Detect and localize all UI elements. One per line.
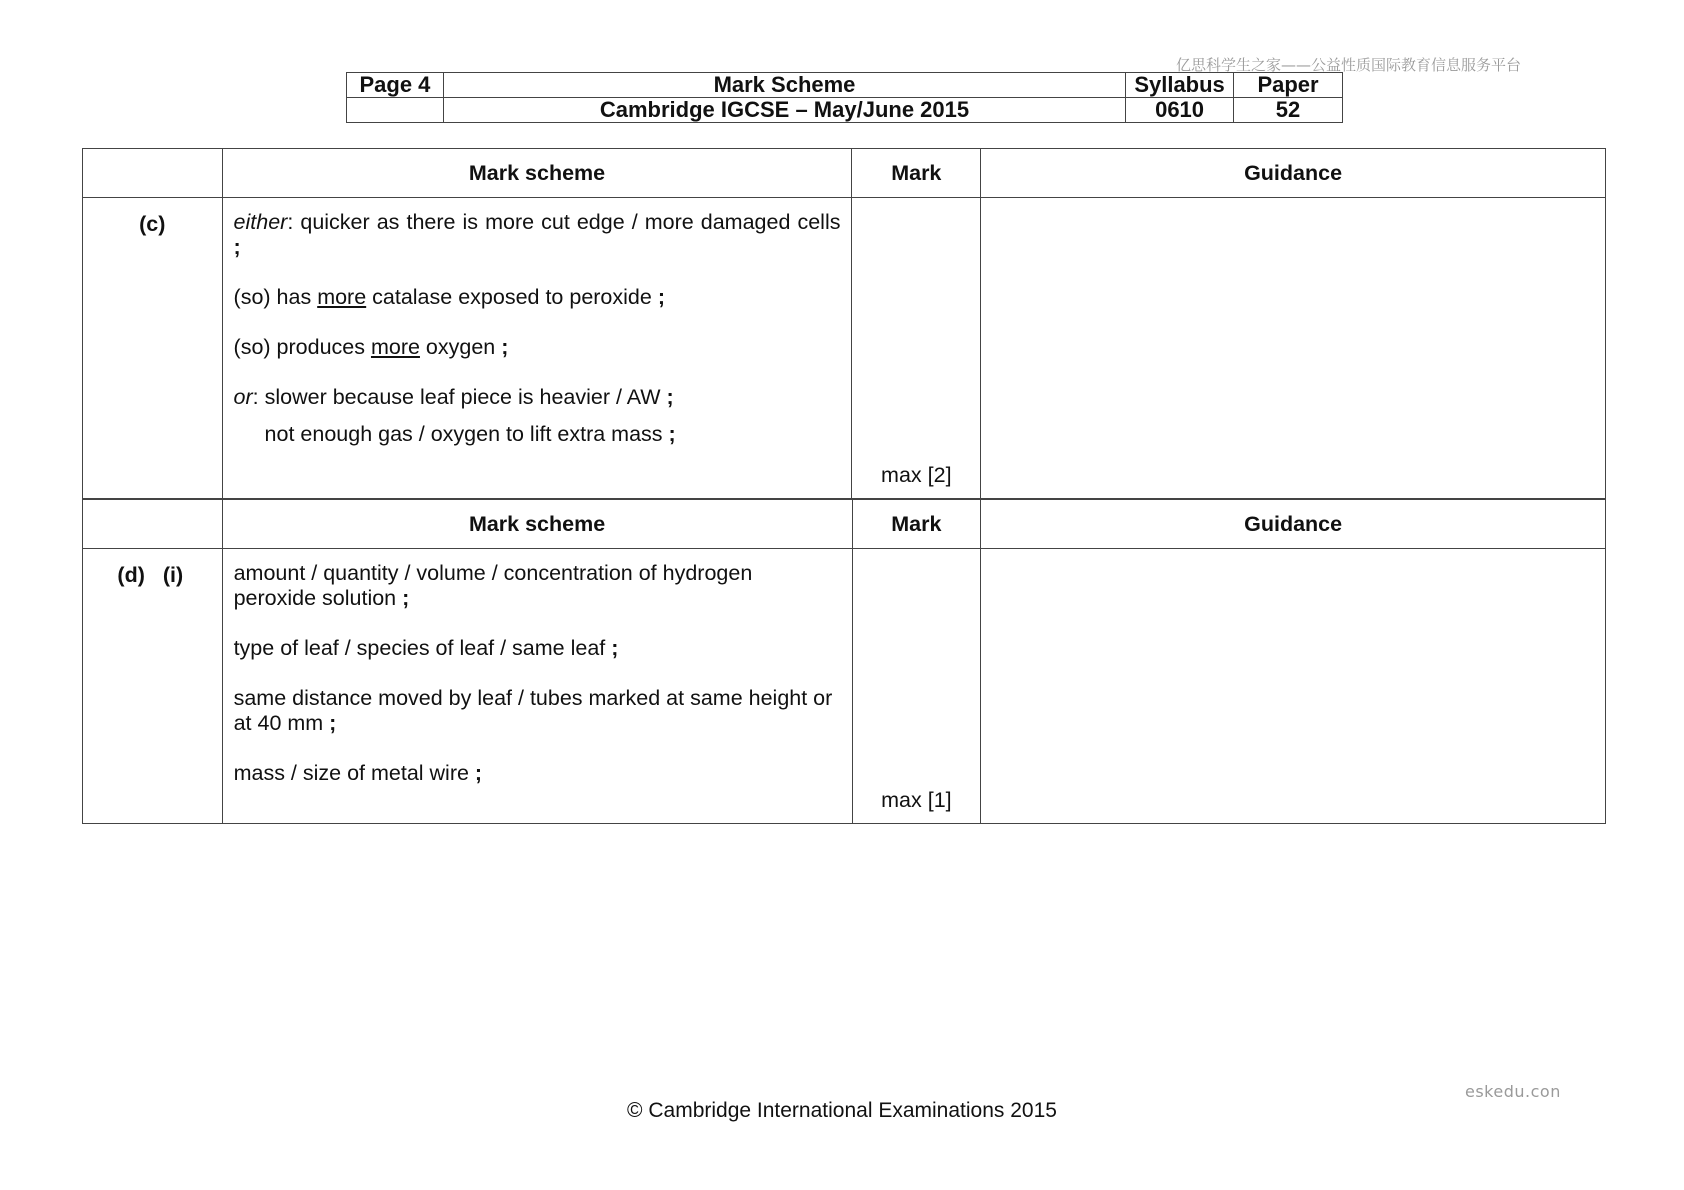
header-title: Mark Scheme [443,73,1125,98]
guidance-cell [981,198,1606,499]
mark-scheme-table-c [82,148,1606,499]
scheme-answers [222,198,852,499]
mark-value: max [1] [852,549,981,824]
answer-point: not enough gas / oxygen to lift extra mass ; [264,422,676,446]
mark-column-header: Mark [852,500,981,549]
guidance-column-header: Guidance [981,149,1606,198]
syllabus-code: 0610 [1126,98,1234,123]
mark-value: max [2] [852,198,981,499]
paper-label: Paper [1234,73,1343,98]
watermark-top: 亿思科学生之家——公益性质国际教育信息服务平台 [1176,56,1522,74]
guidance-column-header: Guidance [981,500,1606,549]
scheme-column-header: Mark scheme [222,500,852,549]
question-column-header [83,500,223,549]
scheme-answers [222,549,852,824]
syllabus-label: Syllabus [1126,73,1234,98]
answer-point: or: slower because leaf piece is heavier / AW ; [233,385,674,409]
answer-point: type of leaf / species of leaf / same leaf ; [233,636,619,660]
answer-point: mass / size of metal wire ; [233,761,483,785]
question-label: (c) [83,198,223,499]
document-header [346,72,1343,123]
page-number-empty [347,98,444,123]
answer-point: (so) produces more oxygen ; [233,335,509,359]
answer-point: either: quicker as there is more cut edge / more damaged cells ; [233,210,841,259]
guidance-cell [981,549,1606,824]
watermark-bottom: eskedu.con [1465,1082,1561,1101]
answer-point: amount / quantity / volume / concentration of hydrogen peroxide solution ; [233,561,753,610]
paper-number: 52 [1234,98,1343,123]
question-column-header [83,149,223,198]
scheme-column-header: Mark scheme [222,149,852,198]
answer-point: (so) has more catalase exposed to peroxide ; [233,285,665,309]
answer-point: same distance moved by leaf / tubes marked at same height or at 40 mm ; [233,686,833,735]
mark-scheme-table-d [82,499,1606,824]
question-label: (d) (i) [83,549,223,824]
page-label: Page 4 [347,73,444,98]
header-subtitle: Cambridge IGCSE – May/June 2015 [443,98,1125,123]
copyright-footer: © Cambridge International Examinations 2015 [627,1099,1057,1122]
mark-column-header: Mark [852,149,981,198]
